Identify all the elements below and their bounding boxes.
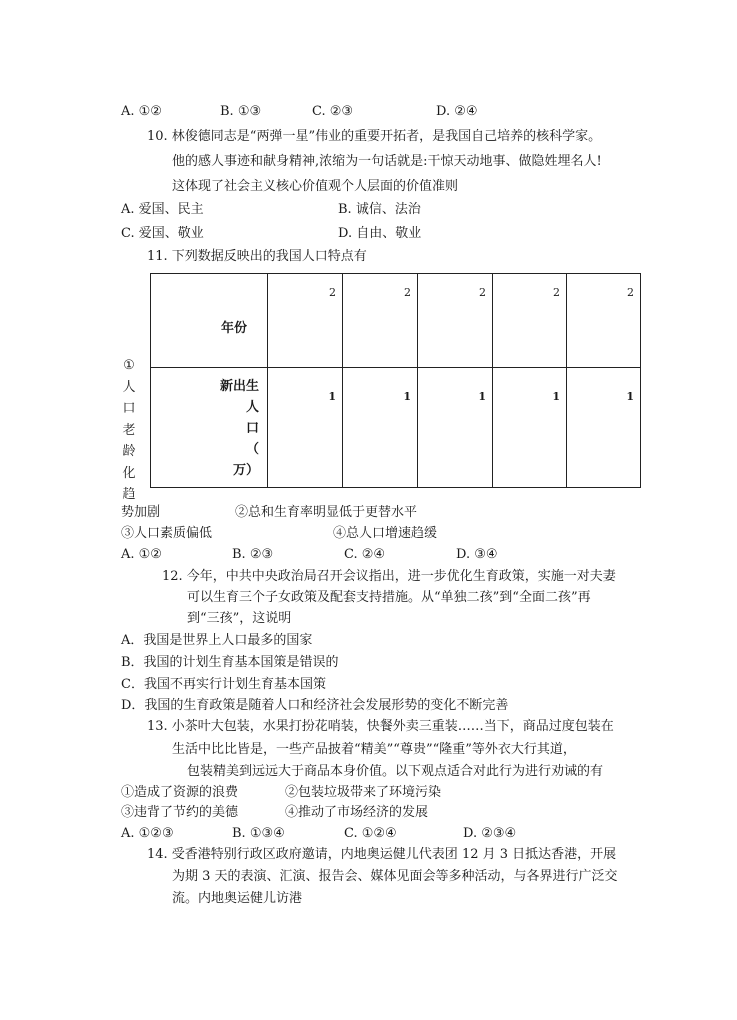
vertical-char: 龄 <box>122 444 136 459</box>
births-digit: 1 <box>328 390 336 403</box>
q11-option-c: C. ②④ <box>344 547 386 562</box>
q11-option-b: B. ②③ <box>232 547 274 562</box>
q13-item-2: ②包装垃圾带来了环境污染 <box>285 785 442 800</box>
year-digit: 2 <box>553 286 560 299</box>
q12-option-b: B．我国的计划生育基本国策是错误的 <box>121 655 339 670</box>
q11-item-3: ③人口素质偏低 <box>121 526 213 541</box>
table-row-year <box>151 274 641 368</box>
q9-option-c: C. ②③ <box>312 104 354 119</box>
q10-line-1: 10. 林俊德同志是“两弹一星”伟业的重要开拓者，是我国自己培养的核科学家。 <box>147 129 602 144</box>
q13-option-c: C. ①②④ <box>344 826 397 841</box>
vertical-char: 化 <box>122 465 136 481</box>
q12-option-a: A．我国是世界上人口最多的国家 <box>121 633 313 648</box>
q13-item-4: ④推动了市场经济的发展 <box>285 805 429 820</box>
q14-line-3: 流。内地奥运健儿访港 <box>172 891 303 906</box>
header-births <box>189 376 259 481</box>
year-cell <box>343 274 418 368</box>
q13-line-3: 包装精美到远远大于商品本身价值。以下观点适合对此行为进行劝诫的有 <box>187 764 604 779</box>
q13-option-d: D. ②③④ <box>463 826 517 841</box>
year-cell <box>493 274 567 368</box>
header-births-line: 人 <box>245 400 259 415</box>
table-row-births <box>151 368 641 488</box>
q11-item-4: ④总人口增速趋缓 <box>333 526 438 541</box>
q14-line-2: 为期 3 天的表演、汇演、报告会、媒体见面会等多种活动，与各界进行广泛交 <box>172 869 618 884</box>
vertical-char: 趋 <box>122 487 136 502</box>
q12-option-c: C．我国不再实行计划生育基本国策 <box>121 677 326 692</box>
year-cell <box>567 274 641 368</box>
header-births-cell <box>151 368 268 488</box>
q11-option-a: A. ①② <box>121 547 162 562</box>
births-digit: 1 <box>552 390 560 403</box>
vertical-char: ① <box>123 358 135 373</box>
births-cell <box>418 368 493 488</box>
q11-stem: 11. 下列数据反映出的我国人口特点有 <box>147 249 367 264</box>
q13-item-1: ①造成了资源的浪费 <box>121 785 239 800</box>
q9-option-d: D. ②④ <box>436 104 478 119</box>
q12-line-2: 可以生育三个子女政策及配套支持措施。从“单独二孩”到“全面二孩”再 <box>187 590 591 605</box>
vertical-char: 老 <box>122 422 136 438</box>
q11-item-1-vertical <box>121 355 137 506</box>
q10-option-b: B. 诚信、法治 <box>338 202 421 217</box>
q13-option-b: B. ①③④ <box>232 826 285 841</box>
q10-option-a: A. 爱国、民主 <box>121 202 204 217</box>
births-digit: 1 <box>403 390 411 403</box>
header-year: 年份 <box>221 321 248 336</box>
year-cell <box>418 274 493 368</box>
births-cell <box>493 368 567 488</box>
year-cell <box>268 274 343 368</box>
header-births-line: 万） <box>232 463 259 478</box>
q13-option-a: A. ①②③ <box>121 826 174 841</box>
header-births-line: 新出生 <box>219 379 259 394</box>
q10-option-c: C. 爱国、敬业 <box>121 226 204 241</box>
q10-line-3: 这体现了社会主义核心价值观个人层面的价值准则 <box>172 179 459 194</box>
births-digit: 1 <box>478 390 486 403</box>
q12-line-3: 到“三孩”，这说明 <box>187 611 292 626</box>
q14-line-1: 14. 受香港特别行政区政府邀请，内地奥运健儿代表团 12 月 3 日抵达香港，开展 <box>147 847 617 862</box>
q11-item-2: ②总和生育率明显低于更替水平 <box>235 505 418 520</box>
q10-line-2: 他的感人事迹和献身精神,浓缩为一句话就是:干惊天动地事、做隐姓埋名人! <box>172 154 602 169</box>
births-cell <box>567 368 641 488</box>
vertical-char: 人 <box>122 379 136 395</box>
births-cell <box>343 368 418 488</box>
q11-item-1-end: 势加剧 <box>121 505 161 520</box>
q13-line-2: 生活中比比皆是，一些产品披着“精美”“尊贵”“隆重”等外衣大行其道， <box>172 742 576 757</box>
header-births-line: 口 <box>245 421 259 436</box>
q11-option-d: D. ③④ <box>456 547 498 562</box>
year-digit: 2 <box>404 286 411 299</box>
births-digit: 1 <box>626 390 634 403</box>
vertical-char: 口 <box>122 401 136 416</box>
q12-line-1: 12. 今年，中共中央政治局召开会议指出，进一步优化生育政策，实施一对夫妻 <box>162 569 616 584</box>
births-cell <box>268 368 343 488</box>
year-digit: 2 <box>627 286 634 299</box>
q13-item-3: ③违背了节约的美德 <box>121 805 239 820</box>
q12-option-d: D．我国的生育政策是随着人口和经济社会发展形势的变化不断完善 <box>121 698 509 713</box>
header-year-cell <box>151 274 268 368</box>
q9-option-a: A. ①② <box>121 104 162 119</box>
q10-option-d: D. 自由、敬业 <box>338 226 422 241</box>
q13-line-1: 13. 小茶叶大包装，水果打扮花哨装，快餐外卖三重装……当下，商品过度包装在 <box>147 719 614 734</box>
q9-option-b: B. ①③ <box>220 104 262 119</box>
year-digit: 2 <box>329 286 336 299</box>
header-births-line: （ <box>245 442 259 457</box>
year-digit: 2 <box>479 286 486 299</box>
population-table <box>150 273 641 488</box>
